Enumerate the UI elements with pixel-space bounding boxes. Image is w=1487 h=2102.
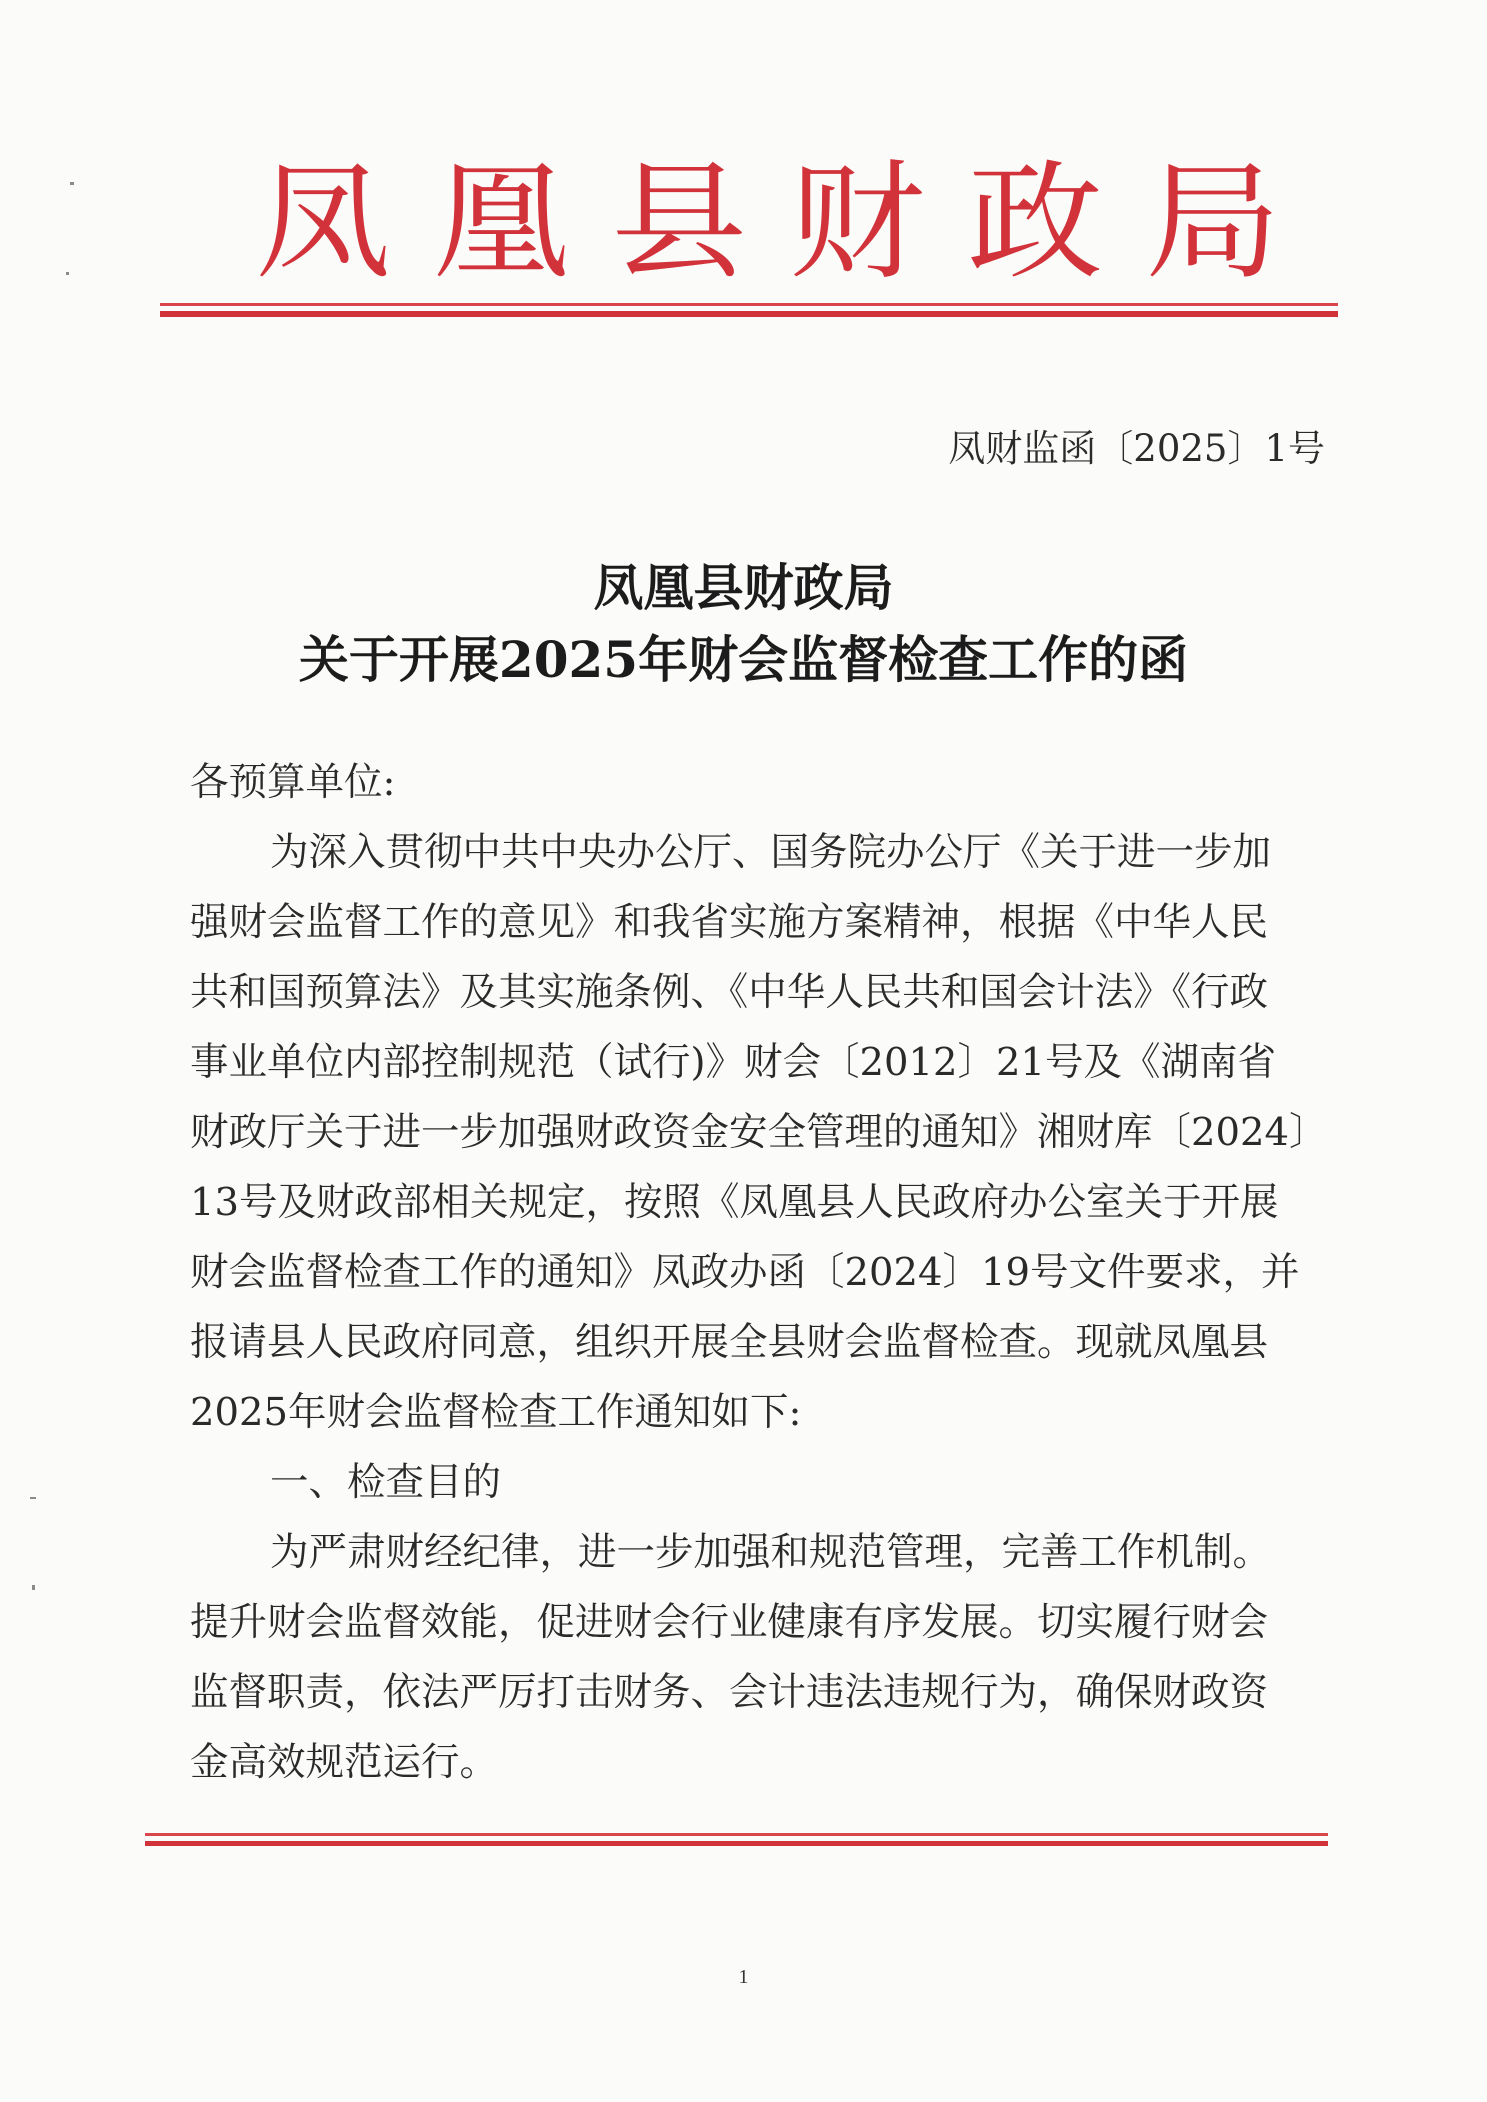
document-title-line1: 凤凰县财政局	[593, 558, 894, 617]
paragraph-line: 13号及财政部相关规定，按照《凤凰县人民政府办公室关于开展	[190, 1180, 1279, 1225]
paragraph-line: 为深入贯彻中共中央办公厅、国务院办公厅《关于进一步加	[270, 830, 1272, 875]
scan-speck	[70, 182, 74, 185]
paragraph-line: 财会监督检查工作的通知》凤政办函〔2024〕19号文件要求，并	[190, 1250, 1300, 1295]
paragraph-line: 金高效规范运行。	[190, 1740, 499, 1785]
paragraph-line: 为严肃财经纪律，进一步加强和规范管理，完善工作机制。	[270, 1530, 1272, 1575]
masthead-rule-thick	[160, 311, 1338, 317]
scan-speck	[30, 1497, 36, 1499]
footer-rule-thin	[145, 1833, 1328, 1836]
paragraph-line: 强财会监督工作的意见》和我省实施方案精神，根据《中华人民	[190, 900, 1269, 945]
paragraph-line: 提升财会监督效能，促进财会行业健康有序发展。切实履行财会	[190, 1600, 1269, 1645]
document-title-line2: 关于开展2025年财会监督检查工作的函	[298, 630, 1189, 689]
scan-speck	[32, 1585, 35, 1590]
section-heading: 一、检查目的	[270, 1460, 502, 1505]
masthead-rule-thin	[160, 303, 1338, 306]
paragraph-line: 监督职责，依法严厉打击财务、会计违法违规行为，确保财政资	[190, 1670, 1269, 1715]
paragraph-line: 报请县人民政府同意，组织开展全县财会监督检查。现就凤凰县	[190, 1320, 1269, 1365]
paragraph-line: 事业单位内部控制规范（试行)》财会〔2012〕21号及《湖南省	[190, 1040, 1276, 1085]
paragraph-line: 共和国预算法》及其实施条例、《中华人民共和国会计法》《行政	[190, 970, 1269, 1015]
footer-rule-thick	[145, 1841, 1328, 1846]
document-number: 凤财监函〔2025〕1号	[948, 427, 1325, 470]
paragraph-line: 2025年财会监督检查工作通知如下:	[190, 1390, 802, 1435]
page-number: 1	[738, 1966, 749, 1988]
masthead-title: 凤凰县财政局	[255, 148, 1323, 298]
salutation: 各预算单位:	[190, 760, 396, 805]
scan-speck	[66, 272, 69, 275]
paragraph-line: 财政厅关于进一步加强财政资金安全管理的通知》湘财库〔2024〕	[190, 1110, 1328, 1155]
